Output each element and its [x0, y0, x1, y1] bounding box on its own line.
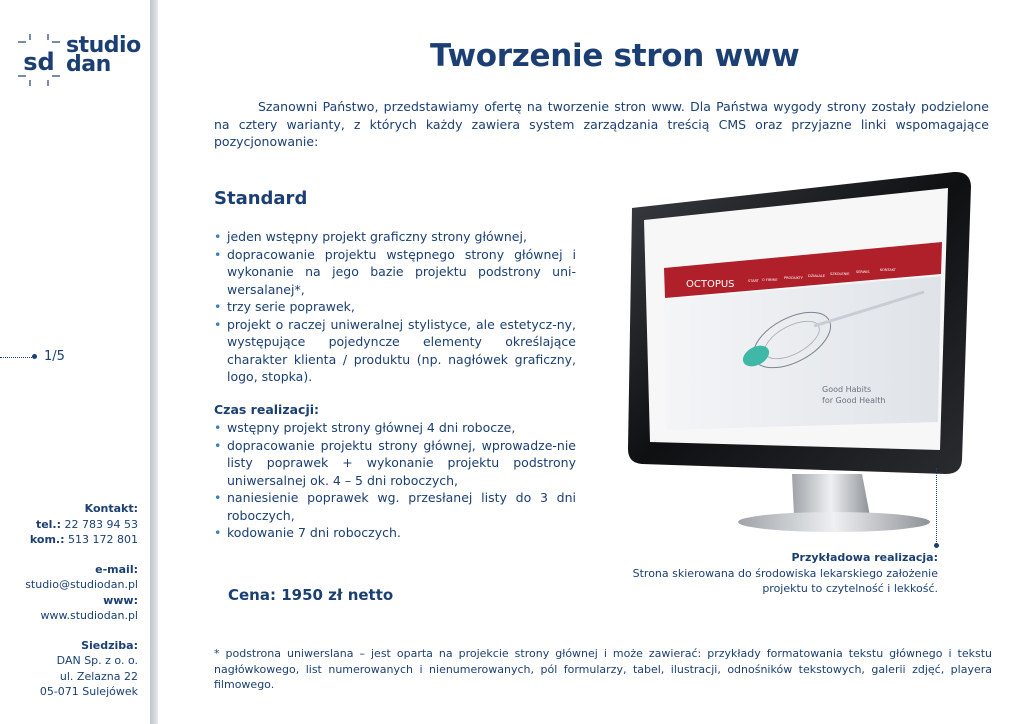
svg-text:SZKOLENIE: SZKOLENIE	[830, 272, 850, 276]
list-item: • naniesienie poprawek wg. przesłanej listy do 3 dni roboczych,	[214, 489, 576, 524]
sidebar-divider	[150, 0, 158, 724]
svg-text:DZIAŁALE: DZIAŁALE	[808, 274, 826, 278]
logo-mark-icon	[18, 34, 60, 86]
contact-label: Kontakt:	[84, 502, 138, 515]
screen-slogan-1: Good Habits	[822, 385, 872, 394]
list-item: • projekt o raczej uniweralnej stylistyce, ale estetycz-ny, występujące pojedyncze elementy określające charakter klienta / produktu (np. nagłówek graficzny, logo, stopka).	[214, 316, 576, 386]
studio-dan-logo[interactable]	[18, 34, 143, 89]
city: 05-071 Sulejówek	[39, 685, 138, 698]
logo-line1: studio	[66, 33, 141, 58]
mobile-value[interactable]: 513 172 801	[68, 533, 138, 546]
address-label: Siedziba:	[81, 638, 138, 652]
caption-pointer	[936, 468, 938, 546]
svg-text:SERWIS: SERWIS	[856, 270, 870, 274]
company-name: DAN Sp. z o. o.	[56, 654, 138, 667]
timeline-list	[214, 419, 576, 542]
list-item: • kodowanie 7 dni roboczych.	[214, 524, 576, 542]
section-title: Standard	[214, 188, 308, 209]
list-item: • jeden wstępny projekt graficzny strony głównej,	[214, 228, 576, 246]
svg-text:PRODUKTY: PRODUKTY	[784, 276, 803, 280]
list-item: • dopracowanie projektu wstępnego strony głównej i wykonanie na jego bazie projektu podstrony uni-wersalanej*,	[214, 246, 576, 299]
price: Cena: 1950 zł netto	[228, 586, 394, 604]
feature-list	[214, 228, 576, 386]
www-label: www:	[103, 593, 138, 607]
logo-line2: dan	[66, 52, 111, 77]
phone-line: tel.: 22 783 94 53	[35, 517, 138, 531]
svg-text:START: START	[748, 279, 759, 283]
phone-value[interactable]: 22 783 94 53	[64, 517, 138, 531]
caption-label: Przykładowa realizacja:	[791, 551, 938, 564]
list-item: • wstępny projekt strony głównej 4 dni robocze,	[214, 419, 576, 437]
page-number: 1/5	[44, 349, 65, 364]
monitor-illustration	[624, 170, 976, 542]
logo-wordmark	[66, 33, 141, 77]
caption-line2: projektu to czytelność i lekkość.	[762, 582, 938, 595]
www-link[interactable]: www.studiodan.pl	[40, 609, 138, 622]
intro-paragraph: Szanowni Państwo, przedstawiamy ofertę na tworzenie stron www. Dla Państwa wygody strony zostały podzielone na cztery warianty, z których każdy zawiera system zarządzania treścią CMS oraz przyjazne linki wspomagające pozycjonowanie:	[214, 99, 989, 149]
contact-block	[3, 501, 138, 700]
svg-text:KONTAKT: KONTAKT	[880, 268, 896, 272]
caption	[618, 550, 938, 597]
caption-line1: Strona skierowana do środowiska lekarskiego założenie	[632, 566, 938, 580]
monitor-base	[738, 512, 930, 532]
pager-dot	[32, 354, 37, 359]
screen-brand: OCTOPUS	[686, 279, 735, 290]
email-link[interactable]: studio@studiodan.pl	[25, 578, 138, 591]
street: ul. Zelazna 22	[59, 669, 138, 683]
footnote: * podstrona uniwerslana – jest oparta na projekcie strony głównej i może zawierać: przykłady formatowania tekstu głównego i tekstu nagłówkowego, list numerowanych i nienumerowanych, pól formularzy, tabel, ilustracji, odnośników tekstowych, galerii zdjęć, playera filmowego.	[214, 647, 992, 691]
email-label: e-mail:	[95, 562, 138, 576]
mobile-line: kom.: 513 172 801	[29, 533, 138, 546]
list-item: • trzy serie poprawek,	[214, 298, 576, 316]
caption-dot	[934, 543, 939, 548]
monitor-neck	[792, 474, 870, 516]
page-title: Tworzenie stron www	[430, 38, 800, 74]
svg-text:sd: sd	[23, 48, 55, 76]
pager-line	[0, 357, 34, 359]
timeline-title: Czas realizacji:	[214, 402, 320, 417]
screen-slogan-2: for Good Health	[822, 396, 886, 405]
svg-text:O FIRMIE: O FIRMIE	[762, 278, 778, 282]
list-item: • dopracowanie projektu strony głównej, wprowadze-nie listy poprawek + wykonanie projektu podstrony uniwersalnej ok. 4 – 5 dni roboczych,	[214, 437, 576, 490]
